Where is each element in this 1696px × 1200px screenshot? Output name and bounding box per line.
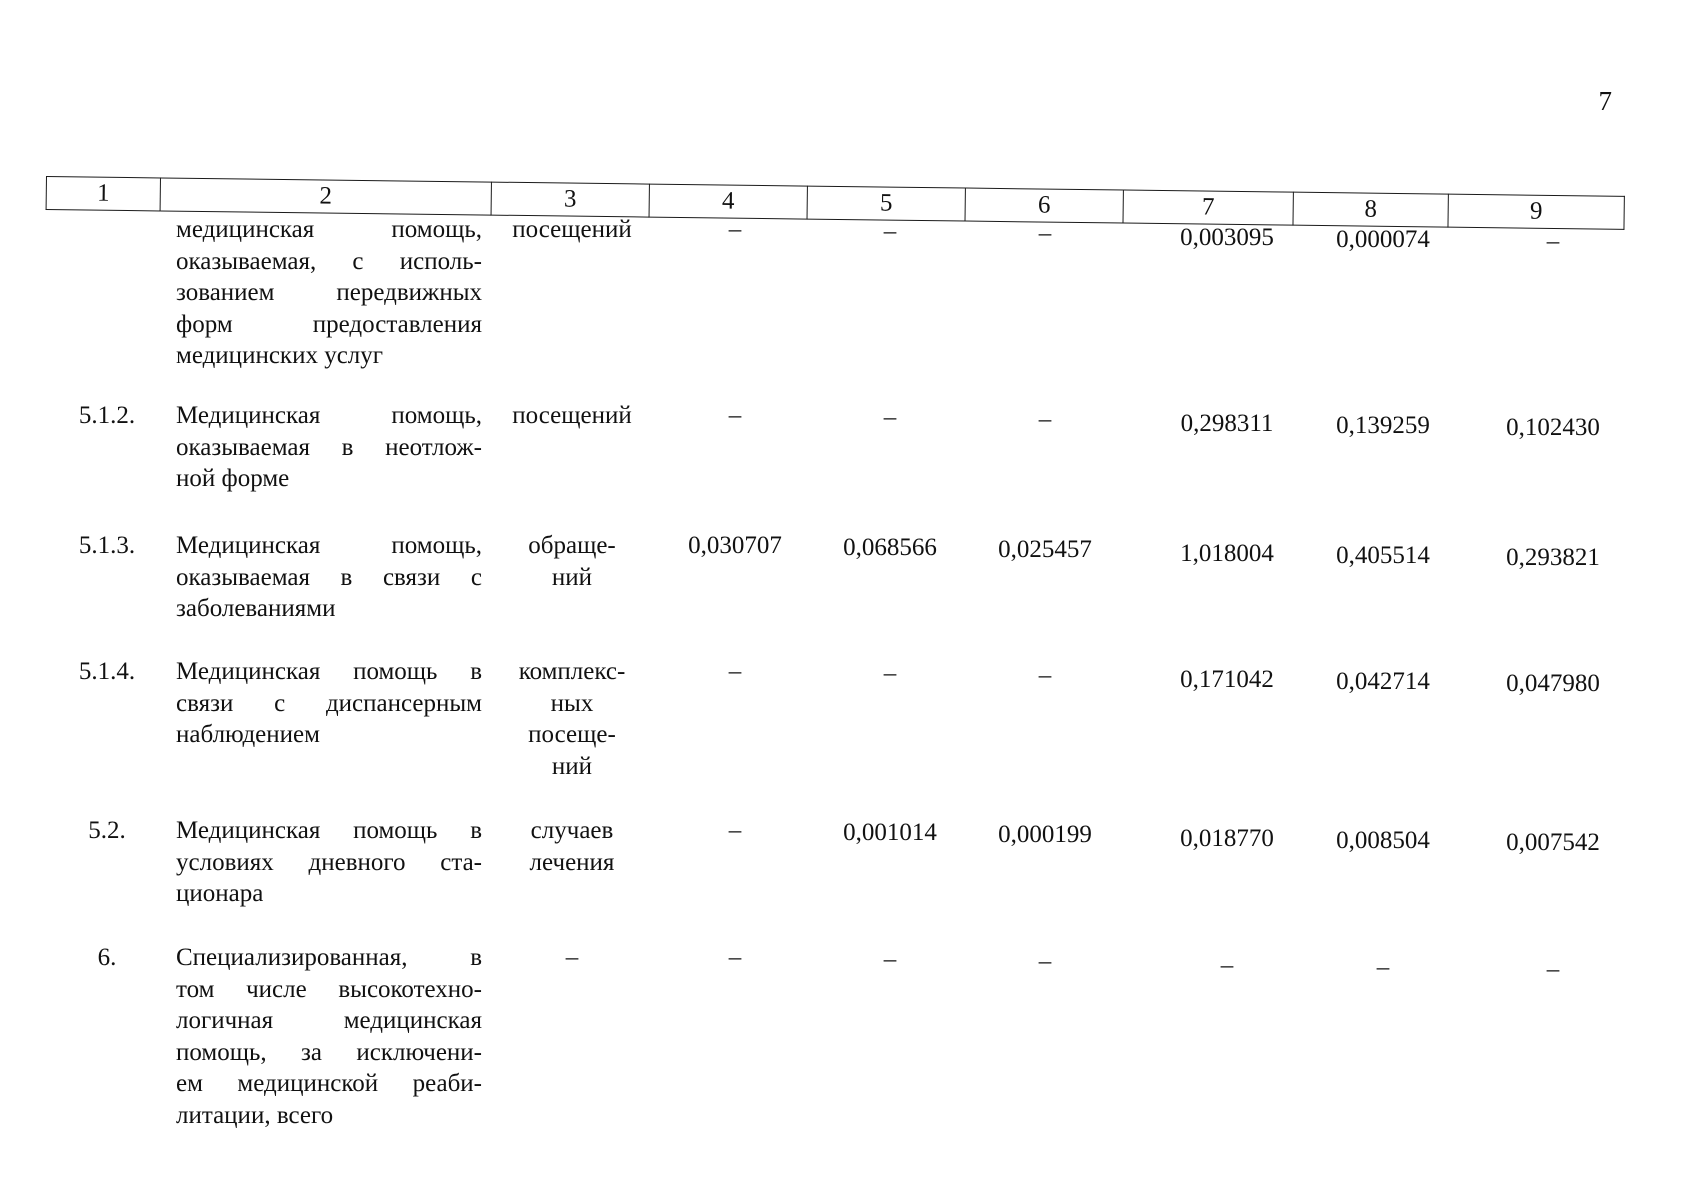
value-col-4: 0,030707	[688, 532, 782, 559]
row-description	[176, 656, 482, 751]
unit-line: ных	[550, 689, 594, 717]
value-col-8: 0,008504	[1336, 827, 1430, 854]
row-number: 6.	[97, 944, 117, 971]
unit-line: комплекс-	[518, 658, 626, 685]
value-col-8: –	[1376, 954, 1390, 981]
value-col-6: 0,025457	[998, 536, 1092, 563]
description-line: Специализированная, в	[176, 944, 482, 971]
value-col-6: –	[1038, 220, 1052, 247]
value-col-6: –	[1038, 662, 1052, 689]
value-col-4: –	[728, 658, 742, 685]
description-line: медицинских услуг	[176, 342, 384, 369]
row-description	[176, 942, 482, 1131]
description-line: Медицинская помощь в	[176, 658, 482, 685]
description-line: связи с диспансерным	[176, 689, 482, 717]
header-col-3: 3	[491, 182, 649, 217]
description-line: наблюдением	[176, 721, 320, 748]
row-unit	[492, 400, 652, 432]
value-col-4: –	[728, 402, 742, 429]
page-number: 7	[1598, 86, 1612, 116]
header-col-4: 4	[649, 184, 807, 219]
value-col-7: 1,018004	[1180, 540, 1274, 567]
description-line: том числе высокотехно-	[176, 975, 482, 1003]
row-number: 5.1.2.	[78, 402, 136, 429]
value-col-8: 0,042714	[1336, 668, 1430, 695]
value-col-7: 0,298311	[1180, 410, 1274, 437]
value-col-5: –	[883, 218, 897, 245]
description-line: медицинская помощь,	[176, 216, 482, 243]
unit-line: –	[565, 944, 579, 971]
unit-line: случаев	[530, 817, 614, 844]
value-col-6: –	[1038, 948, 1052, 975]
value-col-8: 0,139259	[1336, 412, 1430, 439]
description-line: Медицинская помощь,	[176, 402, 482, 429]
value-col-6: 0,000199	[998, 821, 1092, 848]
value-col-8: 0,000074	[1336, 226, 1430, 253]
unit-line: посеще-	[528, 721, 616, 748]
value-col-4: –	[728, 944, 742, 971]
value-col-5: 0,068566	[843, 534, 937, 561]
row-unit	[492, 656, 652, 782]
row-description	[176, 530, 482, 625]
value-col-7: 0,018770	[1180, 825, 1274, 852]
row-unit	[492, 815, 652, 878]
row-number: 5.1.4.	[78, 658, 136, 685]
description-line: логичная медицинская	[176, 1007, 482, 1034]
value-col-9: 0,293821	[1506, 544, 1600, 571]
unit-line: посещений	[512, 402, 632, 429]
description-line: форм предоставления	[176, 310, 482, 338]
unit-line: ний	[551, 563, 593, 591]
unit-line: обраще-	[528, 532, 616, 559]
row-description	[176, 214, 482, 372]
description-line: оказываемая, с исполь-	[176, 247, 482, 275]
header-col-8: 8	[1293, 192, 1448, 227]
description-line: Медицинская помощь в	[176, 817, 482, 844]
value-col-4: –	[728, 216, 742, 243]
value-col-7: 0,003095	[1180, 224, 1274, 251]
value-col-5: 0,001014	[843, 819, 937, 846]
header-col-2: 2	[160, 178, 491, 215]
row-unit	[492, 214, 652, 246]
description-line: оказываемая в связи с	[176, 563, 482, 591]
value-col-5: –	[883, 946, 897, 973]
header-col-1: 1	[46, 177, 160, 211]
value-col-6: –	[1038, 406, 1052, 433]
description-line: ем медицинской реаби-	[176, 1070, 482, 1097]
description-line: оказываемая в неотлож-	[176, 433, 482, 461]
value-col-9: 0,007542	[1506, 829, 1600, 856]
value-col-7: 0,171042	[1180, 666, 1274, 693]
description-line: ной форме	[176, 465, 290, 492]
header-col-6: 6	[965, 188, 1123, 223]
value-col-4: –	[728, 817, 742, 844]
description-line: зованием передвижных	[176, 279, 482, 306]
value-col-9: –	[1546, 956, 1560, 983]
value-col-8: 0,405514	[1336, 542, 1430, 569]
value-col-9: –	[1546, 228, 1560, 255]
description-line: условиях дневного ста-	[176, 848, 482, 876]
value-col-5: –	[883, 660, 897, 687]
header-col-9: 9	[1448, 194, 1624, 229]
row-unit	[492, 530, 652, 593]
description-line: заболеваниями	[176, 595, 336, 622]
value-col-5: –	[883, 404, 897, 431]
unit-line: посещений	[512, 216, 632, 243]
row-description	[176, 815, 482, 910]
row-unit	[492, 942, 652, 974]
header-col-7: 7	[1123, 190, 1293, 225]
description-line: Медицинская помощь,	[176, 532, 482, 559]
description-line: литации, всего	[176, 1101, 334, 1129]
header-col-5: 5	[807, 186, 965, 221]
value-col-7: –	[1220, 952, 1234, 979]
description-line: ционара	[176, 880, 264, 907]
unit-line: лечения	[529, 848, 615, 876]
row-number: 5.1.3.	[78, 532, 136, 559]
value-col-9: 0,102430	[1506, 414, 1600, 441]
unit-line: ний	[551, 752, 593, 780]
value-col-9: 0,047980	[1506, 670, 1600, 697]
description-line: помощь, за исключени-	[176, 1038, 482, 1066]
row-description	[176, 400, 482, 495]
row-number: 5.2.	[88, 817, 126, 844]
